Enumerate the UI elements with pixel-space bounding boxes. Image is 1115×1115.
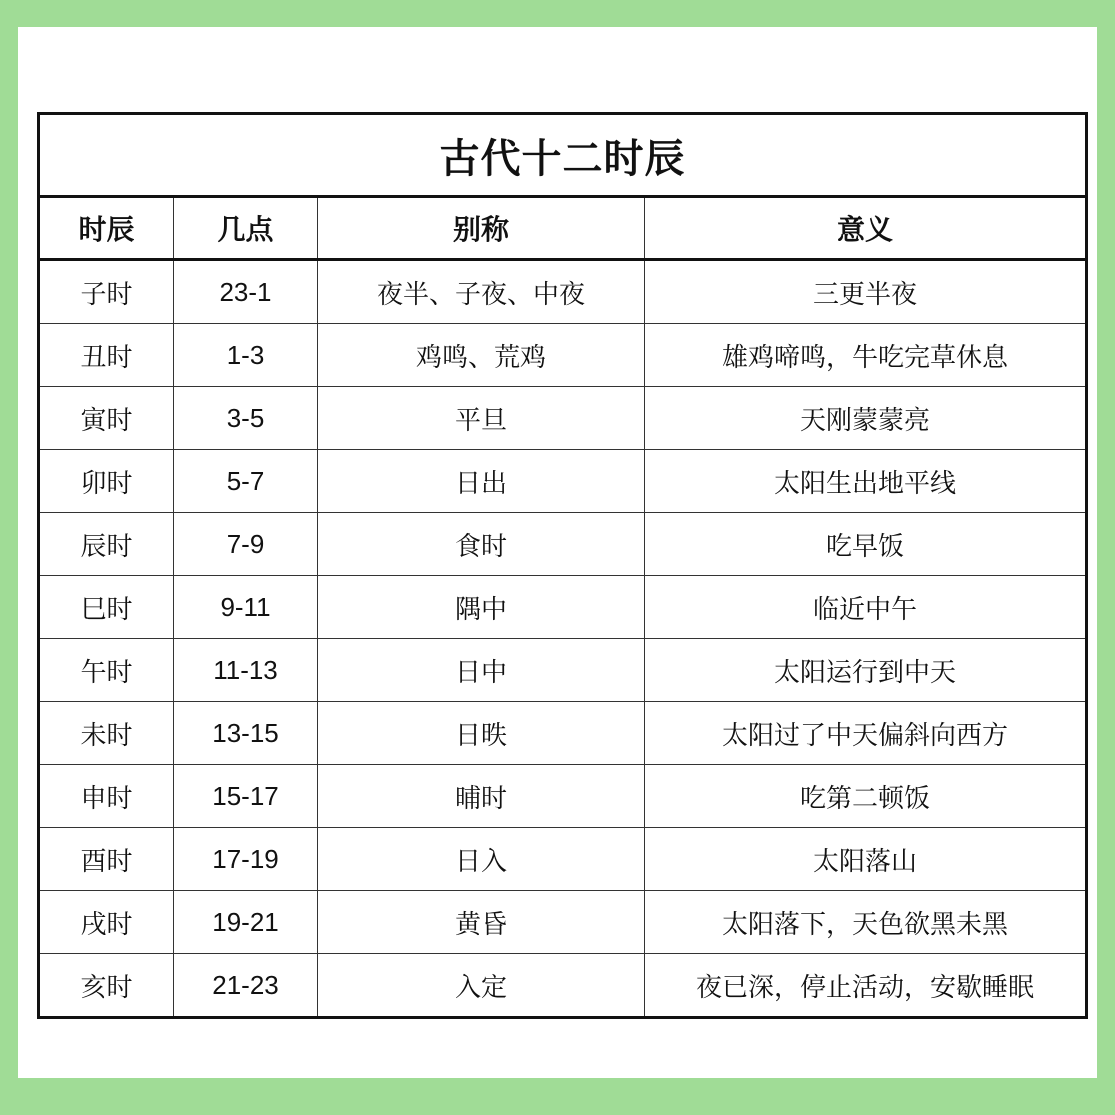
cell-hours: 3-5 — [174, 387, 318, 450]
cell-meaning: 太阳过了中天偏斜向西方 — [645, 702, 1087, 765]
table-row — [39, 828, 1087, 891]
cell-shichen: 子时 — [39, 260, 174, 324]
cell-alias: 日出 — [318, 450, 645, 513]
cell-alias: 隅中 — [318, 576, 645, 639]
cell-shichen: 巳时 — [39, 576, 174, 639]
cell-shichen: 午时 — [39, 639, 174, 702]
cell-meaning: 吃第二顿饭 — [645, 765, 1087, 828]
table-title: 古代十二时辰 — [39, 114, 1087, 197]
table-row — [39, 765, 1087, 828]
cell-shichen: 丑时 — [39, 324, 174, 387]
cell-hours: 13-15 — [174, 702, 318, 765]
cell-hours: 7-9 — [174, 513, 318, 576]
cell-shichen: 卯时 — [39, 450, 174, 513]
table-row — [39, 702, 1087, 765]
table-row — [39, 450, 1087, 513]
cell-meaning: 太阳落下，天色欲黑未黑 — [645, 891, 1087, 954]
cell-hours: 1-3 — [174, 324, 318, 387]
table-row — [39, 576, 1087, 639]
cell-shichen: 亥时 — [39, 954, 174, 1018]
cell-alias: 日入 — [318, 828, 645, 891]
cell-alias: 食时 — [318, 513, 645, 576]
cell-shichen: 申时 — [39, 765, 174, 828]
cell-alias: 晡时 — [318, 765, 645, 828]
table-row — [39, 891, 1087, 954]
cell-meaning: 吃早饭 — [645, 513, 1087, 576]
cell-meaning: 夜已深，停止活动，安歇睡眠 — [645, 954, 1087, 1018]
table-row — [39, 324, 1087, 387]
cell-hours: 15-17 — [174, 765, 318, 828]
table-row — [39, 513, 1087, 576]
cell-meaning: 临近中午 — [645, 576, 1087, 639]
cell-shichen: 寅时 — [39, 387, 174, 450]
cell-alias: 平旦 — [318, 387, 645, 450]
cell-alias: 鸡鸣、荒鸡 — [318, 324, 645, 387]
twelve-hours-table — [37, 112, 1088, 1019]
cell-hours: 23-1 — [174, 260, 318, 324]
cell-hours: 9-11 — [174, 576, 318, 639]
cell-hours: 19-21 — [174, 891, 318, 954]
cell-meaning: 太阳运行到中天 — [645, 639, 1087, 702]
table-row — [39, 954, 1087, 1018]
cell-hours: 11-13 — [174, 639, 318, 702]
cell-shichen: 戌时 — [39, 891, 174, 954]
cell-shichen: 酉时 — [39, 828, 174, 891]
cell-alias: 日昳 — [318, 702, 645, 765]
header-hours: 几点 — [174, 197, 318, 260]
header-shichen: 时辰 — [39, 197, 174, 260]
cell-alias: 入定 — [318, 954, 645, 1018]
cell-meaning: 太阳生出地平线 — [645, 450, 1087, 513]
cell-hours: 21-23 — [174, 954, 318, 1018]
cell-meaning: 太阳落山 — [645, 828, 1087, 891]
table-row — [39, 387, 1087, 450]
table-row — [39, 260, 1087, 324]
header-row — [39, 197, 1087, 260]
table-row — [39, 639, 1087, 702]
cell-hours: 17-19 — [174, 828, 318, 891]
cell-meaning: 雄鸡啼鸣，牛吃完草休息 — [645, 324, 1087, 387]
cell-shichen: 辰时 — [39, 513, 174, 576]
header-meaning: 意义 — [645, 197, 1087, 260]
cell-hours: 5-7 — [174, 450, 318, 513]
header-alias: 别称 — [318, 197, 645, 260]
cell-alias: 日中 — [318, 639, 645, 702]
cell-meaning: 三更半夜 — [645, 260, 1087, 324]
cell-alias: 黄昏 — [318, 891, 645, 954]
cell-meaning: 天刚蒙蒙亮 — [645, 387, 1087, 450]
cell-alias: 夜半、子夜、中夜 — [318, 260, 645, 324]
cell-shichen: 未时 — [39, 702, 174, 765]
